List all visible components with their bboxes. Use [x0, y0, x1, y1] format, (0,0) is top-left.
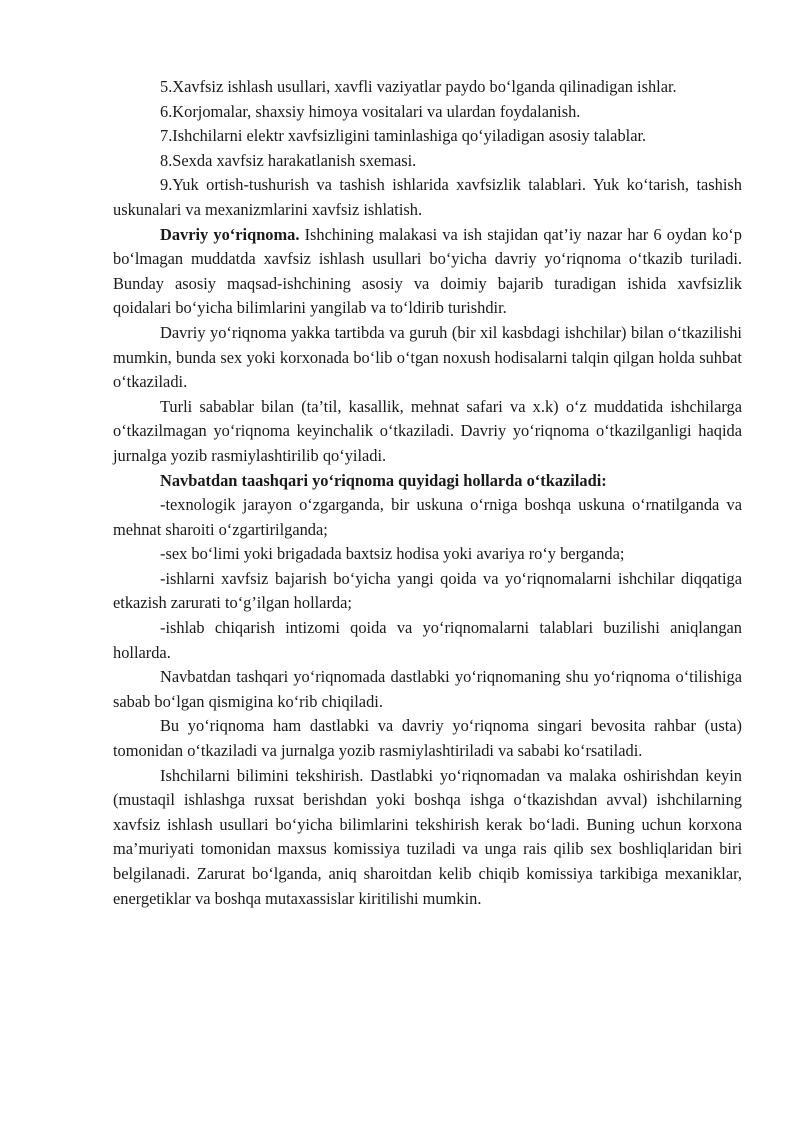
paragraph-item-9: 9.Yuk ortish-tushurish va tashish ishlarida xavfsizlik talablari. Yuk ko‘tarish, tashish uskunalari va mexanizmlarini xavfsiz ishlatish.	[113, 175, 742, 219]
list-item: -sex bo‘limi yoki brigadada baxtsiz hodisa yoki avariya ro‘y berganda;	[160, 544, 625, 564]
paragraph-item-6: 6.Korjomalar, shaxsiy himoya vositalari va ulardan foydalanish.	[160, 101, 581, 121]
paragraph-body: Ishchining malakasi va ish stajidan qat’iy nazar har 6 oydan ko‘p bo‘lmagan muddatda xavfsiz ishlash usullari bo‘yicha davriy yo‘riqnoma o‘tkazib turiladi. Bunday asosiy maqsad-ishchining asosiy va doimiy bajarib turadigan ishida xavfsizlik qoidalari bo‘yicha bilimlarini yangilab va to‘ldirib turishdir.	[113, 224, 742, 318]
paragraph-body: Davriy yo‘riqnoma yakka tartibda va guruh (bir xil kasbdagi ishchilar) bilan o‘tkazilishi mumkin, bunda sex yoki korxonada bo‘lib o‘tgan noxush hodisalarni talqin qilgan holda suhbat o‘tkaziladi.	[113, 322, 742, 392]
paragraph-body: Bu yo‘riqnoma ham dastlabki va davriy yo‘riqnoma singari bevosita rahbar (usta) tomonidan o‘tkaziladi va jurnalga yozib rasmiylashtiriladi va sababi ko‘rsatiladi.	[113, 716, 742, 761]
paragraph-body: Turli sabablar bilan (ta’til, kasallik, mehnat safari va x.k) o‘z muddatida ishchilarga o‘tkazilmagan yo‘riqnoma keyinchalik o‘tkaziladi. Davriy yo‘riqnoma o‘tkazilganligi haqida jurnalga yozib rasmiylashtirilib qo‘yiladi.	[113, 396, 742, 465]
document-page	[113, 75, 742, 911]
paragraph-item-5: 5.Xavfsiz ishlash usullari, xavfli vaziyatlar paydo bo‘lganda qilinadigan ishlar.	[160, 77, 677, 96]
list-item: -ishlab chiqarish intizomi qoida va yo‘riqnomalarni talablari buzilishi aniqlangan hollarda.	[113, 618, 742, 662]
paragraph-periodic-instruction	[113, 223, 742, 321]
list-item: -ishlarni xavfsiz bajarish bo‘yicha yangi qoida va yo‘riqnomalarni ishchilar diqqatiga etkazish zarurati to‘g’ilgan hollarda;	[113, 568, 742, 613]
paragraph-body: Navbatdan tashqari yo‘riqnomada dastlabki yo‘riqnomaning shu yo‘riqnoma o‘tilishiga sabab bo‘lgan qismigina ko‘rib chiqiladi.	[113, 667, 742, 711]
section-heading-unscheduled: Navbatdan taashqari yo‘riqnoma quyidagi hollarda o‘tkaziladi:	[160, 470, 607, 490]
paragraph-item-7: 7.Ishchilarni elektr xavfsizligini taminlashiga qo‘yiladigan asosiy talablar.	[160, 126, 647, 146]
paragraph-knowledge-check: Ishchilarni bilimini tekshirish. Dastlabki yo‘riqnomadan va malaka oshirishdan keyin (mustaqil ishlashga ruxsat berishdan yoki boshqa ishga o‘tkazishdan avval) ishchilarning xavfsiz ishlash usullari bo‘yicha bilimlarini tekshirish kerak bo‘ladi. Buning uchun korxona ma’muriyati tomonidan maxsus komissiya tuziladi va unga rais qilib sex boshliqlaridan biri belgilanadi. Zarurat bo‘lganda, aniq sharoitdan kelib chiqib komissiya tarkibiga mexaniklar, energetiklar va boshqa mutaxassislar kiritilishi mumkin.	[113, 765, 742, 908]
paragraph-item-8: 8.Sexda xavfsiz harakatlanish sxemasi.	[160, 150, 417, 170]
section-heading-periodic: Davriy yo‘riqnoma.	[160, 224, 300, 244]
list-item: -texnologik jarayon o‘zgarganda, bir uskuna o‘rniga boshqa uskuna o‘rnatilganda va mehnat sharoiti o‘zgartirilganda;	[113, 495, 742, 539]
